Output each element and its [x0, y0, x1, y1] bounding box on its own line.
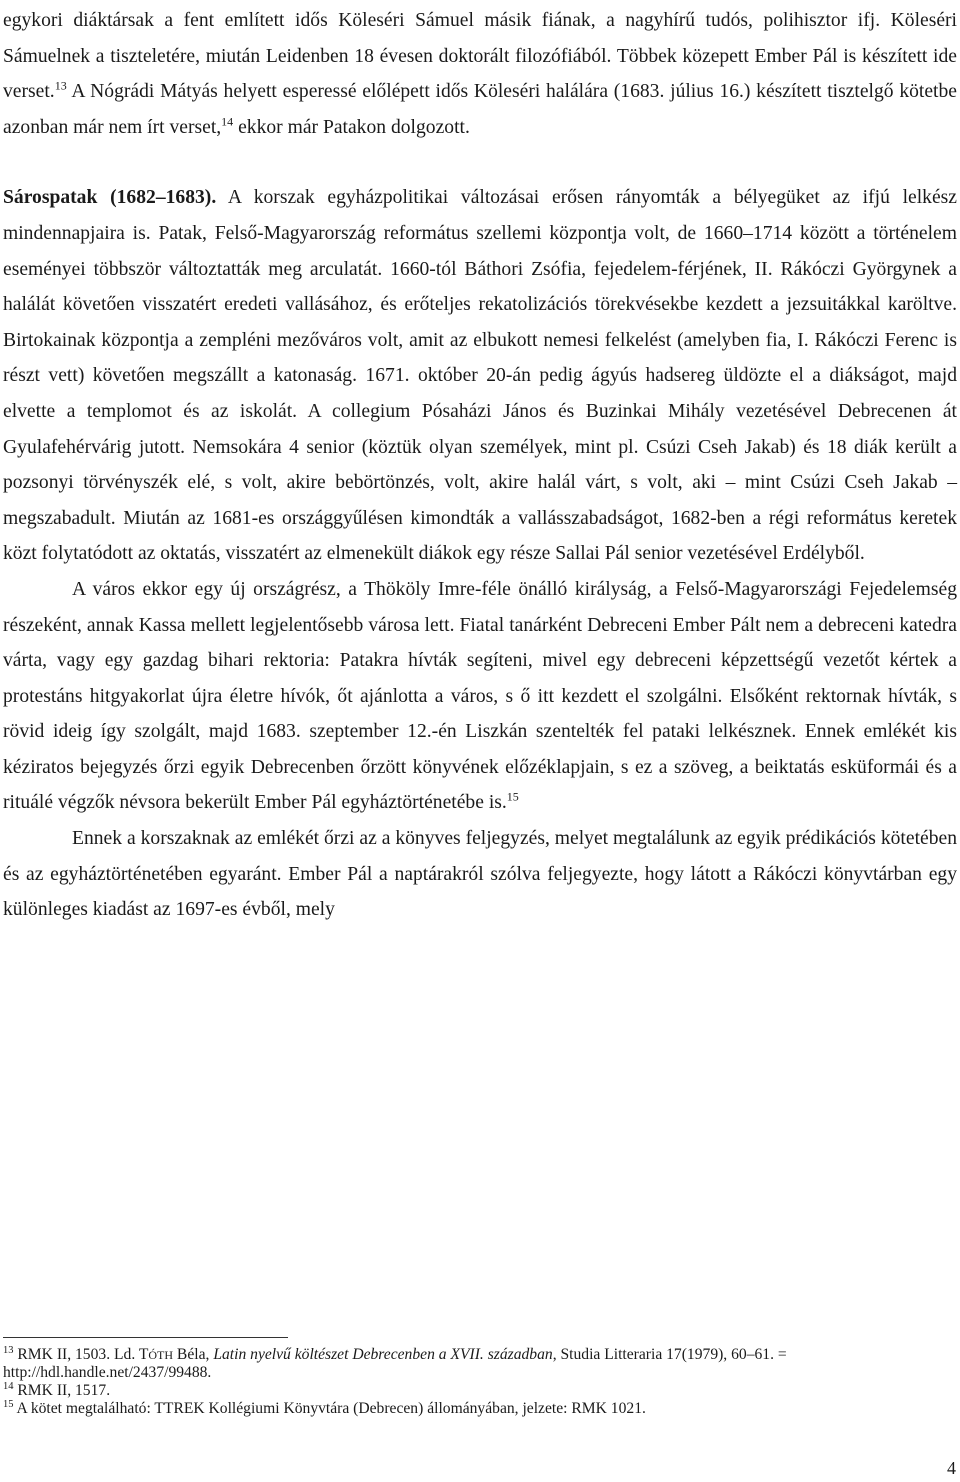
paragraph-text: egykori diáktársak a fent említett idős Köleséri Sámuel másik fiának, a nagyhírű tudós, polihisztor ifj. Köleséri Sámuelnek a tiszteletére, miután Leidenben 18 évesen doktorált filozófiából. Többek közepett Ember Pál is készített ide verset. — [3, 10, 957, 103]
footnote-text: Béla, — [173, 1346, 214, 1363]
paragraph-3 — [3, 572, 957, 821]
footnote-text: A kötet megtalálható: TTREK Kollégiumi Könyvtára (Debrecen) állományában, jelzete: RMK 1021. — [13, 1400, 646, 1417]
section-heading: Sárospatak (1682–1683). — [3, 187, 217, 209]
paragraph-2 — [3, 180, 957, 572]
page-number: 4 — [947, 1458, 956, 1478]
footnote-number: 15 — [3, 1399, 14, 1411]
footnote-number: 14 — [3, 1381, 14, 1393]
paragraph-text: Ennek a korszaknak az emlékét őrzi az a könyves feljegyzés, melyet megtalálunk az egyik prédikációs kötetében és az egyháztörténetében egyaránt. Ember Pál a naptárakról szólva feljegyezte, hogy látott a Rákóczi könyvtárban egy különleges kiadást az 1697-es évből, mely — [3, 828, 957, 921]
footnotes — [3, 1346, 957, 1418]
paragraph-text: A Nógrádi Mátyás helyett esperessé előlépett idős Köleséri halálára (1683. július 16.) készített tisztelgő kötetbe azonban már nem írt verset, — [3, 81, 957, 138]
footnote-13 — [3, 1346, 957, 1382]
footnote-text[interactable]: , Studia Litteraria 17(1979), 60–61. = http://hdl.handle.net/2437/99488. — [3, 1346, 787, 1381]
footnote-title: Latin nyelvű költészet Debrecenben a XVII. században — [213, 1346, 553, 1363]
paragraph-text: A város ekkor egy új országrész, a Thököly Imre-féle önálló királyság, a Felső-Magyarországi Fejedelemség részeként, annak Kassa mellett legjelentősebb városa lett. Fiatal tanárként Debreceni Ember Pált nem a debreceni katedra várta, vagy egy gazdag bihari rektoria: Patakra hívták segíteni, mivel egy debreceni képzettségű vezetőt kértek a protestáns hitgyakorlat újra életre hívók, őt ajánlotta a város, s ő itt kezdett el szolgálni. Elsőként rektornak hívták, s rövid ideig így szolgált, majd 1683. szeptember 12.-én Liszkán szentelték fel pataki lelkésznek. Ennek emlékét kis kéziratos bejegyzés őrzi egyik Debrecenben őrzött könyvének előzéklapjain, s ez a szöveg, a beiktatás esküformái és a rituálé végzők névsora bekerült Ember Pál egyháztörténetébe is. — [3, 578, 957, 814]
footnote-15 — [3, 1400, 957, 1418]
footnote-separator — [3, 1337, 288, 1338]
footnote-text: RMK II, 1517. — [13, 1382, 111, 1399]
paragraph-text: ekkor már Patakon dolgozott. — [233, 116, 470, 138]
paragraph-1 — [3, 3, 957, 145]
document-body — [3, 0, 957, 928]
footnote-ref-14[interactable]: 14 — [221, 114, 234, 129]
footnote-author-smallcaps: ÓTH — [148, 1348, 174, 1362]
paragraph-4 — [3, 821, 957, 928]
footnote-number: 13 — [3, 1345, 14, 1357]
paragraph-text: A korszak egyházpolitikai változásai erősen rányomták a bélyegüket az ifjú lelkész mindennapjaira is. Patak, Felső-Magyarország református szellemi központja volt, de 1660–1714 között a történelem eseményei többször változtatták meg arculatát. 1660-tól Báthori Zsófia, fejedelem-férjének, II. Rákóczi Györgynek a halálát követően visszatért eredeti vallásához, és erőteljes rekatolizációs törekvésekbe kezdett a jezsuitákkal karöltve. Birtokainak központja a zempléni mezőváros volt, amit az elbukott nemesi felkelést (amelyben fia, I. Rákóczi Ferenc is részt vett) követően megszállt a katonaság. 1671. október 20-án pedig ágyús hadsereg üldözte el a diákságot, majd elvette a templomot és az iskolát. A collegium Pósaházi János és Buzinkai Mihály vezetésével Debrecenen át Gyulafehérvárig jutott. Nemsokára 4 senior (köztük olyan személyek, mint pl. Csúzi Cseh Jakab) és 18 diák került a pozsonyi törvényszék elé, s volt, akire bebörtönzés, volt, akire halál várt, s volt, aki – mint Csúzi Cseh Jakab – megszabadult. Miután az 1681-es országgyűlésen kimondták a vallásszabadságot, 1682-ben a régi református keretek közt folytatódott az oktatás, visszatért az elmenekült diákok egy része Sallai Pál senior vezetésével Erdélyből. — [3, 187, 958, 565]
footnote-text: RMK II, 1503. Ld. T — [13, 1346, 149, 1363]
footnote-14 — [3, 1382, 957, 1400]
footnote-ref-13[interactable]: 13 — [54, 78, 67, 93]
footnote-ref-15[interactable]: 15 — [506, 790, 519, 805]
